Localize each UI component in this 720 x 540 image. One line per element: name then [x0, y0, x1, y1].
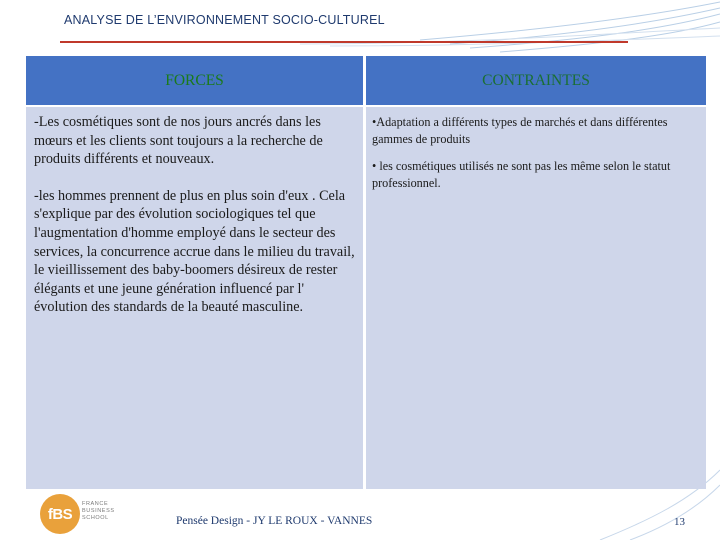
forces-cell	[26, 107, 363, 489]
forces-paragraph-1: -Les cosmétiques sont de nos jours ancrés dans les mœurs et les clients sont toujours a la recherche de produits différents et nouveaux.	[34, 114, 323, 168]
forces-paragraph-2: -les hommes prennent de plus en plus soin d'eux . Cela s'explique par des évolution sociologiques tel que l'augmentation d'homme employé dans le secteur des services, la concurrence accrue dans le milieu du travail, le vieillissement des baby-boomers désireux de rester élégants et une jeune génération influencé par l' évolution des standards de la beauté masculine.	[34, 187, 355, 316]
school-logo-icon: fBS	[40, 494, 80, 534]
contraintes-item-2: • les cosmétiques utilisés ne sont pas les même selon le statut professionnel.	[372, 159, 671, 190]
slide-title: ANALYSE DE L’ENVIRONNEMENT SOCIO-CULTUREL	[64, 13, 385, 27]
contraintes-header: CONTRAINTES	[366, 56, 706, 105]
logo-line: BUSINESS	[82, 508, 115, 514]
page-number: 13	[674, 516, 685, 528]
logo-line: FRANCE	[82, 501, 109, 507]
school-logo-text	[82, 501, 115, 522]
logo-line: SCHOOL	[82, 515, 109, 521]
contraintes-cell	[366, 107, 706, 489]
forces-header: FORCES	[26, 56, 363, 105]
analysis-table	[26, 56, 706, 489]
contraintes-item-1: •Adaptation a différents types de marchés et dans différentes gammes de produits	[372, 115, 668, 146]
title-underline	[60, 41, 628, 43]
footer-credit: Pensée Design - JY LE ROUX - VANNES	[176, 515, 373, 527]
